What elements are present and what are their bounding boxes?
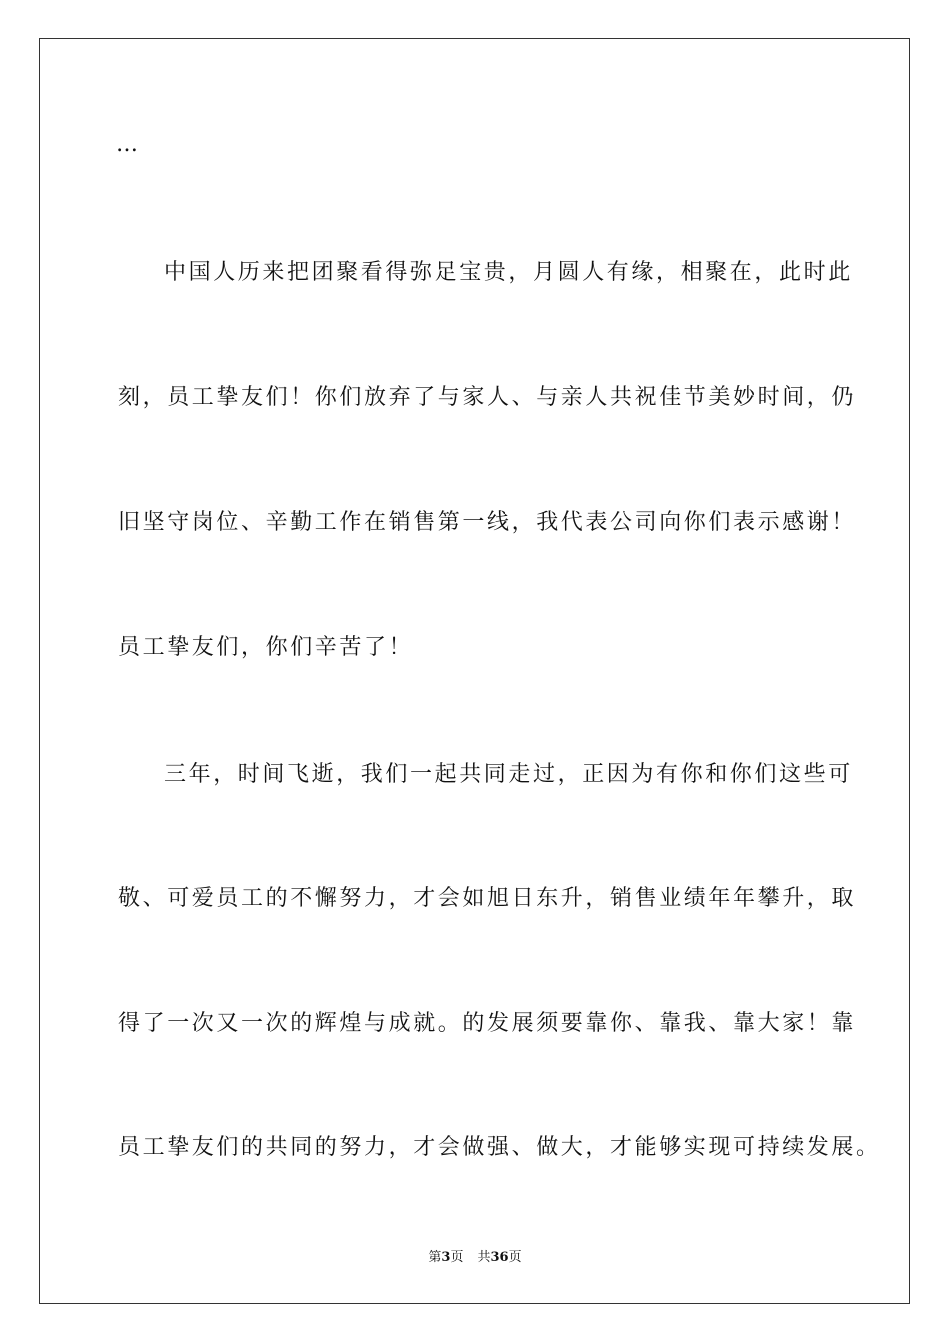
paragraph-1-line-2: 刻，员工挚友们！你们放弃了与家人、与亲人共祝佳节美妙时间，仍 [118,385,857,410]
footer-page-number: 3 [441,1250,451,1265]
page-frame [39,38,910,1304]
ellipsis-text: … [116,132,139,157]
paragraph-2-line-3: 得了一次又一次的辉煌与成就。的发展须要靠你、靠我、靠大家！靠 [118,1011,857,1036]
paragraph-1-line-1: 中国人历来把团聚看得弥足宝贵，月圆人有缘，相聚在，此时此 [164,260,853,285]
paragraph-1-line-3: 旧坚守岗位、辛勤工作在销售第一线，我代表公司向你们表示感谢！ [118,510,857,535]
footer-page-suffix: 页 [450,1250,464,1265]
paragraph-2-line-2: 敬、可爱员工的不懈努力，才会如旭日东升，销售业绩年年攀升，取 [118,886,857,911]
page-footer [0,1249,950,1267]
paragraph-2-line-4: 员工挚友们的共同的努力，才会做强、做大，才能够实现可持续发展。 [118,1135,881,1160]
footer-total-suffix: 页 [508,1250,522,1265]
paragraph-1-line-4: 员工挚友们，你们辛苦了！ [118,635,414,660]
footer-page-prefix: 第 [428,1250,442,1265]
footer-total-prefix: 共 [477,1250,491,1265]
paragraph-2-line-1: 三年，时间飞逝，我们一起共同走过，正因为有你和你们这些可 [164,762,853,787]
footer-total-pages: 36 [490,1250,509,1265]
